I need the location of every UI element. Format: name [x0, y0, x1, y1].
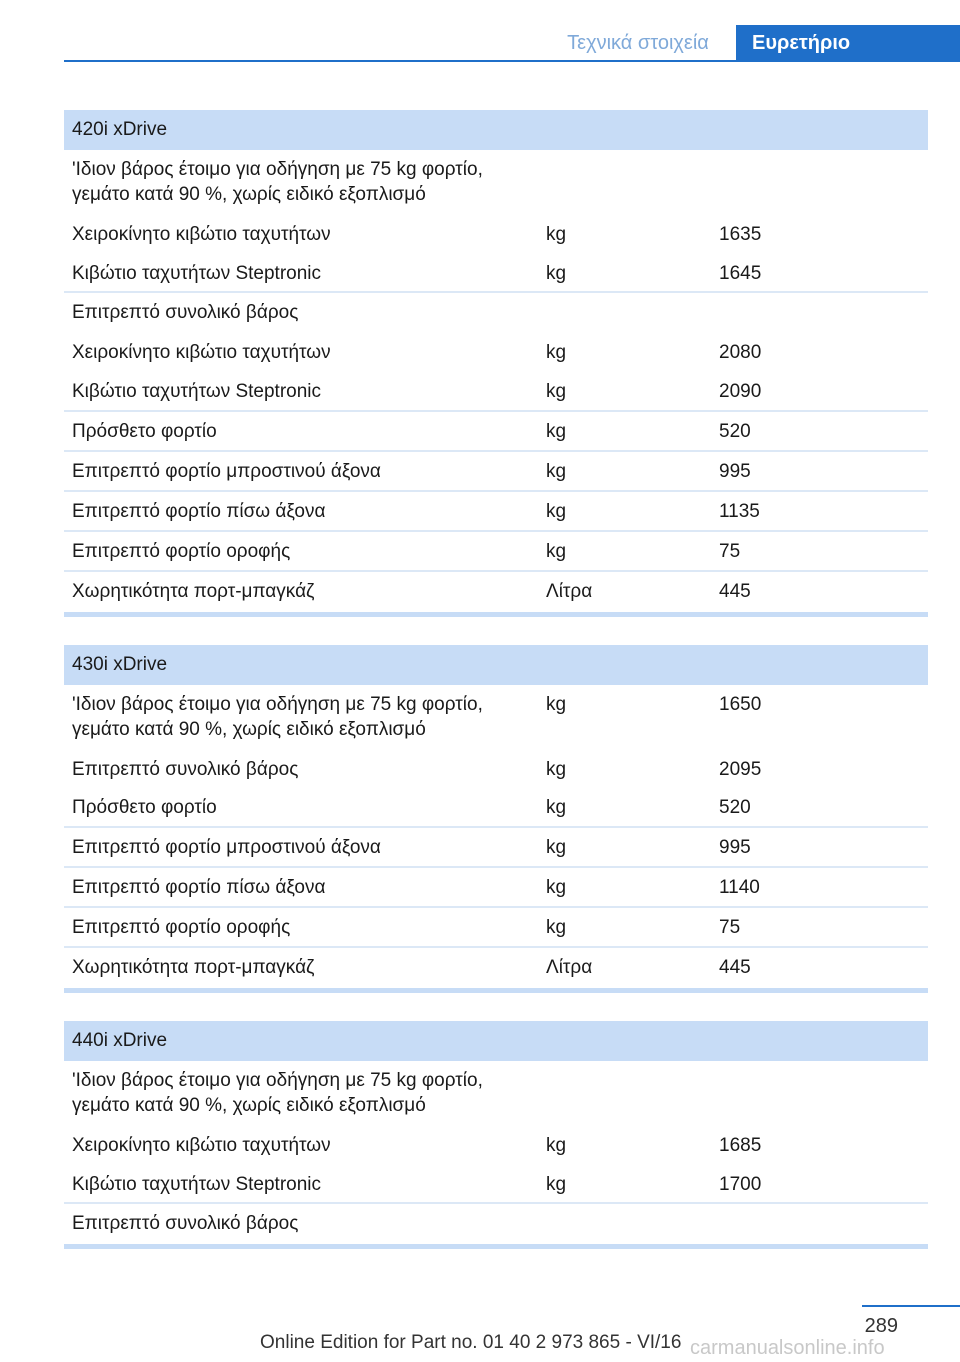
page-number: 289	[864, 1315, 898, 1337]
table-row	[64, 1165, 928, 1204]
row-label: Χωρητικότητα πορτ-μπαγκάζ	[72, 957, 315, 978]
row-unit: kg	[546, 224, 567, 245]
watermark: carmanualsonline.info	[690, 1337, 885, 1359]
row-value: 445	[719, 957, 751, 978]
row-unit: kg	[546, 837, 567, 858]
row-label: Επιτρεπτό συνολικό βάρος	[72, 1213, 299, 1234]
row-value: 520	[719, 421, 751, 442]
row-value: 1140	[719, 877, 760, 898]
row-label: 'Ιδιον βάρος έτοιμο για οδήγηση με 75 kg φορτίο, γεμάτο κατά 90 %, χωρίς ειδικό εξοπλισμό	[72, 1070, 483, 1116]
row-label: 'Ιδιον βάρος έτοιμο για οδήγηση με 75 kg φορτίο, γεμάτο κατά 90 %, χωρίς ειδικό εξοπλισμό	[72, 694, 483, 740]
header-rule	[64, 60, 960, 62]
table-end-rule	[64, 1244, 928, 1249]
row-unit: kg	[546, 797, 567, 818]
row-value: 520	[719, 797, 751, 818]
table-row	[64, 788, 928, 828]
table-row	[64, 1061, 928, 1126]
table-end-rule	[64, 612, 928, 617]
row-label: Επιτρεπτό φορτίο πίσω άξονα	[72, 877, 326, 898]
edition-footer: Online Edition for Part no. 01 40 2 973 865 - VI/16	[260, 1332, 682, 1353]
row-unit: kg	[546, 1135, 567, 1156]
row-value: 2080	[719, 342, 762, 363]
row-unit: Λίτρα	[546, 581, 593, 602]
table-row	[64, 372, 928, 412]
row-unit: kg	[546, 263, 567, 284]
row-label: Χειροκίνητο κιβώτιο ταχυτήτων	[72, 224, 331, 245]
row-label: Χειροκίνητο κιβώτιο ταχυτήτων	[72, 1135, 331, 1156]
row-value: 445	[719, 581, 751, 602]
table-row	[64, 293, 928, 333]
table-row	[64, 1126, 928, 1165]
row-value: 1650	[719, 694, 762, 715]
row-unit: Λίτρα	[546, 957, 593, 978]
row-label: Επιτρεπτό συνολικό βάρος	[72, 302, 299, 323]
row-unit: kg	[546, 917, 567, 938]
table-title: 420i xDrive	[64, 110, 928, 150]
row-label: Επιτρεπτό συνολικό βάρος	[72, 759, 299, 780]
table-row	[64, 452, 928, 492]
table-row	[64, 908, 928, 948]
row-value: 75	[719, 541, 741, 562]
spec-table-440i	[64, 1021, 928, 1249]
row-label: Επιτρεπτό φορτίο μπροστινού άξονα	[72, 837, 381, 858]
row-unit: kg	[546, 381, 567, 402]
table-row	[64, 750, 928, 788]
row-unit: kg	[546, 541, 567, 562]
spec-table-430i	[64, 645, 928, 993]
table-row	[64, 150, 928, 215]
row-label: Κιβώτιο ταχυτήτων Steptronic	[72, 263, 322, 284]
table-title: 440i xDrive	[64, 1021, 928, 1061]
row-label: Επιτρεπτό φορτίο μπροστινού άξονα	[72, 461, 381, 482]
row-label: Κιβώτιο ταχυτήτων Steptronic	[72, 1174, 322, 1195]
row-value: 995	[719, 837, 751, 858]
spec-table-420i	[64, 110, 928, 617]
row-value: 1635	[719, 224, 762, 245]
table-row	[64, 412, 928, 452]
row-label: Χειροκίνητο κιβώτιο ταχυτήτων	[72, 342, 331, 363]
row-label: Επιτρεπτό φορτίο οροφής	[72, 541, 291, 562]
row-label: Επιτρεπτό φορτίο οροφής	[72, 917, 291, 938]
table-row	[64, 572, 928, 612]
row-label: Πρόσθετο φορτίο	[72, 421, 217, 442]
table-row	[64, 492, 928, 532]
row-label: Πρόσθετο φορτίο	[72, 797, 217, 818]
table-row	[64, 1204, 928, 1244]
row-unit: kg	[546, 342, 567, 363]
table-row	[64, 254, 928, 293]
row-unit: kg	[546, 1174, 567, 1195]
table-row	[64, 828, 928, 868]
row-unit: kg	[546, 759, 567, 780]
row-value: 75	[719, 917, 741, 938]
table-row	[64, 532, 928, 572]
row-value: 1135	[719, 501, 760, 522]
table-row	[64, 685, 928, 750]
table-row	[64, 948, 928, 988]
tab-index[interactable]: Ευρετήριο	[736, 25, 960, 62]
page-number-rule	[862, 1305, 960, 1307]
row-unit: kg	[546, 694, 567, 715]
row-label: Επιτρεπτό φορτίο πίσω άξονα	[72, 501, 326, 522]
row-value: 995	[719, 461, 751, 482]
row-value: 2090	[719, 381, 762, 402]
row-label: 'Ιδιον βάρος έτοιμο για οδήγηση με 75 kg φορτίο, γεμάτο κατά 90 %, χωρίς ειδικό εξοπλισμό	[72, 159, 483, 205]
table-title: 430i xDrive	[64, 645, 928, 685]
row-value: 1645	[719, 263, 762, 284]
row-label: Χωρητικότητα πορτ-μπαγκάζ	[72, 581, 315, 602]
table-row	[64, 868, 928, 908]
row-label: Κιβώτιο ταχυτήτων Steptronic	[72, 381, 322, 402]
row-value: 2095	[719, 759, 762, 780]
row-unit: kg	[546, 421, 567, 442]
table-row	[64, 215, 928, 254]
table-row	[64, 333, 928, 372]
row-unit: kg	[546, 501, 567, 522]
row-unit: kg	[546, 877, 567, 898]
tab-technical-data[interactable]: Τεχνικά στοιχεία	[567, 32, 709, 54]
table-end-rule	[64, 988, 928, 993]
row-value: 1700	[719, 1174, 762, 1195]
row-value: 1685	[719, 1135, 762, 1156]
row-unit: kg	[546, 461, 567, 482]
